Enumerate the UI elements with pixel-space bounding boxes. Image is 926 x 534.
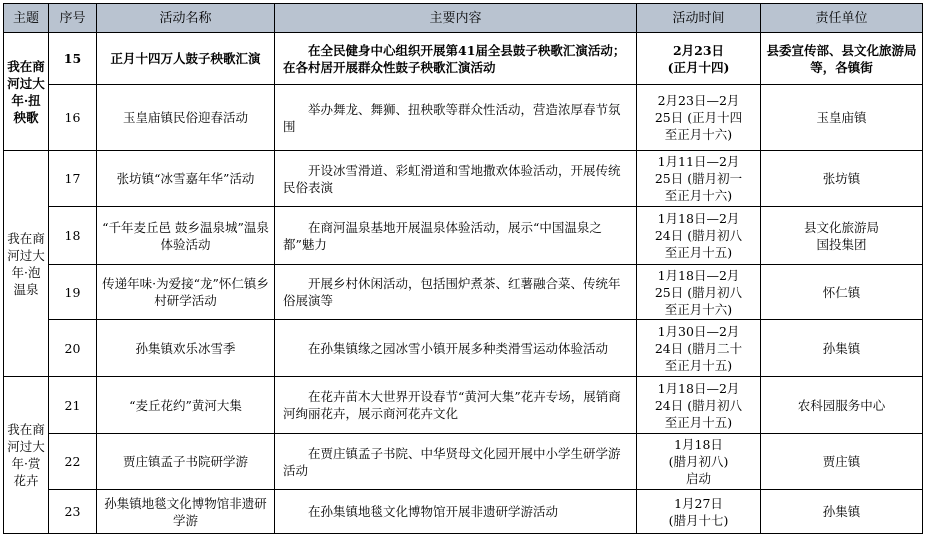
row-time: [637, 265, 761, 320]
time-line: 1月11日—2月: [657, 154, 740, 169]
row-name: 孙集镇欢乐冰雪季: [97, 320, 275, 377]
row-time: [637, 320, 761, 377]
header-theme: 主题: [4, 4, 49, 33]
row-unit: 贾庄镇: [761, 434, 923, 490]
table-row: [4, 490, 923, 534]
time-line: (腊月初八): [668, 454, 729, 469]
time-line: 1月30日—2月: [657, 323, 740, 339]
time-line: 25日 (腊月初八: [654, 284, 743, 300]
activity-table: [3, 3, 923, 534]
row-content: 在贾庄镇孟子书院、中华贤母文化园开展中小学生研学游活动: [275, 434, 637, 490]
row-no: 15: [49, 33, 97, 85]
row-no: 21: [49, 377, 97, 434]
row-time: [637, 33, 761, 85]
row-unit: 孙集镇: [761, 320, 923, 377]
table-row: [4, 207, 923, 265]
time-line: 24日 (腊月二十: [654, 340, 743, 356]
time-line: 至正月十六): [664, 188, 733, 203]
table-row: [4, 265, 923, 320]
time-line: 1月18日—2月: [657, 211, 740, 226]
time-line: 2月23日—2月: [657, 93, 740, 108]
row-content: 举办舞龙、舞狮、扭秧歌等群众性活动，营造浓厚春节氛围: [275, 85, 637, 151]
table-row: [4, 377, 923, 434]
header-name: 活动名称: [97, 4, 275, 33]
row-name: “麦丘花约”黄河大集: [97, 377, 275, 434]
time-line: 至正月十五): [664, 414, 733, 430]
time-line: 1月18日: [674, 437, 723, 452]
row-time: [637, 434, 761, 490]
row-no: 16: [49, 85, 97, 151]
header-content: 主要内容: [275, 4, 637, 33]
time-line: 25日 (正月十四: [654, 110, 743, 125]
row-time: [637, 377, 761, 434]
time-line: 24日 (腊月初八: [654, 228, 743, 243]
table-row: [4, 151, 923, 207]
time-line: 2月23日: [672, 42, 725, 58]
row-name: “千年麦丘邑 鼓乡温泉城”温泉体验活动: [97, 207, 275, 265]
row-content: 在孙集镇地毯文化博物馆开展非遗研学游活动: [275, 490, 637, 534]
row-no: 22: [49, 434, 97, 490]
row-content: 开展乡村休闲活动，包括围炉煮茶、红薯融合菜、传统年俗展演等: [275, 265, 637, 320]
row-no: 18: [49, 207, 97, 265]
time-line: 1月18日—2月: [657, 380, 740, 396]
row-name: 玉皇庙镇民俗迎春活动: [97, 85, 275, 151]
row-time: [637, 490, 761, 534]
time-line: 至正月十五): [664, 245, 733, 260]
row-unit: 孙集镇: [761, 490, 923, 534]
row-content: 开设冰雪滑道、彩虹滑道和雪地撒欢体验活动，开展传统民俗表演: [275, 151, 637, 207]
time-line: (腊月十七): [668, 512, 729, 528]
row-time: [637, 85, 761, 151]
row-unit: 县委宣传部、县文化旅游局等，各镇街: [761, 33, 923, 85]
row-time: [637, 151, 761, 207]
table-row: [4, 434, 923, 490]
row-name: 孙集镇地毯文化博物馆非遗研学游: [97, 490, 275, 534]
time-line: 25日 (腊月初一: [654, 171, 743, 186]
table-row: [4, 33, 923, 85]
row-no: 19: [49, 265, 97, 320]
time-line: 1月27日: [674, 495, 723, 511]
row-no: 20: [49, 320, 97, 377]
time-line: 至正月十五): [664, 357, 733, 373]
row-unit: 张坊镇: [761, 151, 923, 207]
row-unit: 玉皇庙镇: [761, 85, 923, 151]
theme-cell: 我在商河过大年·赏花卉: [4, 377, 49, 534]
row-name: 张坊镇“冰雪嘉年华”活动: [97, 151, 275, 207]
table-row: [4, 85, 923, 151]
time-line: (正月十四): [667, 59, 730, 75]
row-content: 在花卉苗木大世界开设春节“黄河大集”花卉专场，展销商河绚丽花卉，展示商河花卉文化: [275, 377, 637, 434]
theme-cell: 我在商河过大年·扭秧歌: [4, 33, 49, 151]
row-content: 在全民健身中心组织开展第41届全县鼓子秧歌汇演活动；在各村居开展群众性鼓子秧歌汇演活动: [275, 33, 637, 85]
header-row: [4, 4, 923, 33]
row-time: [637, 207, 761, 265]
row-content: 在孙集镇缘之园冰雪小镇开展多种类滑雪运动体验活动: [275, 320, 637, 377]
row-unit: 农科园服务中心: [761, 377, 923, 434]
time-line: 24日 (腊月初八: [654, 397, 743, 413]
row-name: 正月十四万人鼓子秧歌汇演: [97, 33, 275, 85]
time-line: 至正月十六): [664, 127, 733, 142]
header-time: 活动时间: [637, 4, 761, 33]
row-name: 贾庄镇孟子书院研学游: [97, 434, 275, 490]
row-name: 传递年味·为爱接“龙”怀仁镇乡村研学活动: [97, 265, 275, 320]
row-unit: 县文化旅游局 国投集团: [761, 207, 923, 265]
time-line: 启动: [685, 471, 711, 486]
header-unit: 责任单位: [761, 4, 923, 33]
row-content: 在商河温泉基地开展温泉体验活动，展示“中国温泉之都”魅力: [275, 207, 637, 265]
time-line: 至正月十六): [664, 301, 733, 317]
header-no: 序号: [49, 4, 97, 33]
row-no: 23: [49, 490, 97, 534]
table-row: [4, 320, 923, 377]
theme-cell: 我在商河过大年·泡温泉: [4, 151, 49, 377]
time-line: 1月18日—2月: [657, 267, 740, 283]
row-no: 17: [49, 151, 97, 207]
row-unit: 怀仁镇: [761, 265, 923, 320]
